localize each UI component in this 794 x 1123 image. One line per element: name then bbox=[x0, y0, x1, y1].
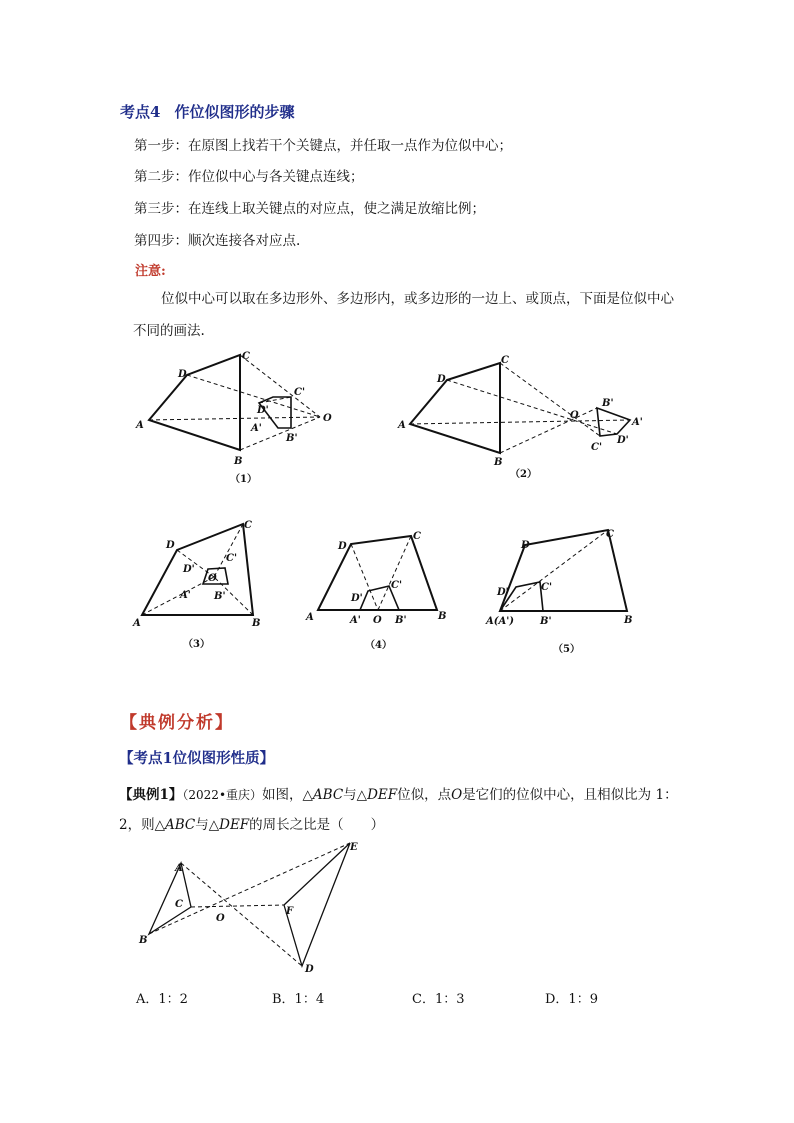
label-O: O bbox=[373, 615, 382, 626]
label-O: O bbox=[216, 913, 225, 924]
polygon-abcd bbox=[410, 363, 500, 453]
label-O: O bbox=[323, 413, 332, 424]
label-C: C bbox=[175, 899, 183, 910]
heading-number: 考点4 bbox=[120, 103, 161, 121]
caption-2: （2） bbox=[510, 469, 537, 480]
caption-5: （5） bbox=[553, 644, 580, 655]
label-C1: C' bbox=[391, 580, 403, 591]
label-B: B bbox=[624, 615, 633, 626]
label-D1: D' bbox=[617, 435, 629, 446]
label-B1: B' bbox=[602, 398, 614, 409]
step-1: 第一步：在原图上找若干个关键点，并任取一点作为位似中心； bbox=[134, 138, 512, 154]
label-A: A bbox=[133, 618, 141, 629]
note-text: 位似中心可以取在多边形外、多边形内，或多边形的一边上、或顶点，下面是位似中心不同的画法. bbox=[133, 291, 674, 339]
polygon-abcd bbox=[149, 355, 240, 450]
label-D: D bbox=[521, 540, 530, 551]
label-B1: B' bbox=[395, 615, 407, 626]
example-text: 与△ bbox=[195, 817, 220, 833]
label-B: B bbox=[438, 611, 447, 622]
label-B: B bbox=[139, 935, 148, 946]
example-text: 的周长之比是（ ） bbox=[249, 817, 385, 833]
label-A: A bbox=[398, 420, 406, 431]
caption-3: （3） bbox=[183, 639, 210, 650]
step-2: 第二步：作位似中心与各关键点连线； bbox=[134, 169, 364, 185]
label-A1: A' bbox=[632, 417, 643, 428]
option-a[interactable]: A．1：2 bbox=[136, 992, 188, 1007]
polygon-abcd bbox=[318, 536, 437, 610]
label-C: C bbox=[242, 351, 250, 362]
label-B: B bbox=[234, 456, 243, 467]
tri-def: DEF bbox=[367, 787, 398, 803]
figure-2 bbox=[395, 348, 650, 488]
figure-4 bbox=[300, 522, 450, 657]
label-B: B bbox=[252, 618, 261, 629]
polygon-abcd bbox=[500, 530, 627, 611]
label-C1: C' bbox=[541, 582, 553, 593]
point-o: O bbox=[451, 787, 463, 803]
label-B1: B' bbox=[286, 433, 298, 444]
triangle-def bbox=[284, 843, 350, 966]
label-C: C bbox=[413, 531, 421, 542]
example-tag: 【典例1】 bbox=[119, 787, 183, 803]
caption-4: （4） bbox=[365, 640, 392, 651]
figure-3 bbox=[128, 512, 278, 657]
topic-title: 【考点1位似图形性质】 bbox=[119, 750, 275, 767]
label-E: E bbox=[350, 842, 358, 853]
label-D1: D' bbox=[183, 564, 195, 575]
example-1 bbox=[119, 780, 689, 840]
polygon-abcd bbox=[142, 524, 253, 615]
tri-abc: ABC bbox=[312, 787, 344, 803]
heading-title: 作位似图形的步骤 bbox=[174, 103, 295, 121]
label-C1: C' bbox=[226, 553, 238, 564]
label-D: D bbox=[178, 369, 187, 380]
label-A1: A' bbox=[251, 423, 262, 434]
label-AA1: A(A') bbox=[486, 616, 515, 627]
label-O: O bbox=[570, 410, 579, 421]
label-D: D bbox=[437, 374, 446, 385]
option-c[interactable]: C．1：3 bbox=[412, 992, 465, 1007]
label-D: D bbox=[338, 541, 347, 552]
label-C1: C' bbox=[591, 442, 603, 453]
label-C: C bbox=[244, 520, 252, 531]
label-D1: D' bbox=[497, 587, 509, 598]
option-d[interactable]: D．1：9 bbox=[545, 992, 598, 1007]
caption-1: （1） bbox=[230, 474, 257, 485]
section-heading bbox=[120, 101, 294, 122]
example-source: （2022•重庆） bbox=[182, 788, 263, 802]
tri-abc: ABC bbox=[164, 817, 196, 833]
tri-def: DEF bbox=[219, 817, 250, 833]
label-A: A bbox=[175, 863, 183, 874]
label-C: C bbox=[501, 355, 509, 366]
label-D: D bbox=[305, 964, 314, 975]
step-3: 第三步：在连线上取关键点的对应点，使之满足放缩比例； bbox=[134, 201, 485, 217]
label-B: B bbox=[494, 457, 503, 468]
figure-1 bbox=[130, 345, 360, 490]
label-A: A bbox=[306, 612, 314, 623]
example-text: 如图，△ bbox=[262, 787, 313, 803]
polygon-abcd-prime bbox=[597, 408, 630, 436]
label-D: D bbox=[166, 540, 175, 551]
label-A1: A' bbox=[180, 590, 191, 601]
example-text: 与△ bbox=[343, 787, 368, 803]
label-F: F bbox=[286, 906, 294, 917]
label-C1: C' bbox=[294, 387, 306, 398]
label-O: O bbox=[208, 573, 217, 584]
triangle-abc bbox=[149, 863, 191, 934]
label-D1: D' bbox=[351, 593, 363, 604]
label-A1: A' bbox=[350, 615, 361, 626]
label-B1: B' bbox=[214, 591, 226, 602]
section-title: 【典例分析】 bbox=[120, 713, 234, 733]
example-text: 位似，点 bbox=[397, 787, 452, 803]
example-figure bbox=[130, 835, 370, 975]
example-text: 是它们的位似中心，且相似比为 1：2，则△ bbox=[119, 787, 678, 833]
label-A: A bbox=[136, 420, 144, 431]
step-4: 第四步：顺次连接各对应点. bbox=[134, 233, 301, 249]
figure-5 bbox=[480, 520, 640, 660]
label-D1: D' bbox=[257, 405, 269, 416]
label-C: C bbox=[606, 529, 614, 540]
label-B1: B' bbox=[540, 616, 552, 627]
note-label: 注意: bbox=[135, 264, 166, 279]
option-b[interactable]: B．1：4 bbox=[272, 992, 325, 1007]
